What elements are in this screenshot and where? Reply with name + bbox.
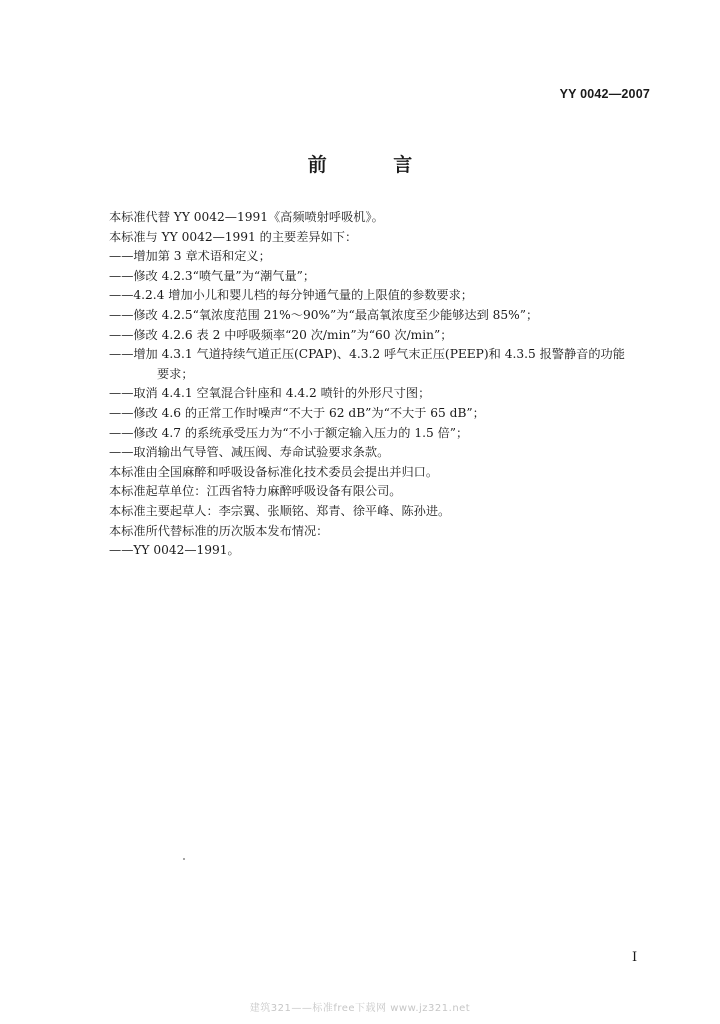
paragraph-line: 本标准所代替标准的历次版本发布情况： — [109, 523, 329, 538]
paragraph-line: ——修改 4.2.5“氧浓度范围 21%～90%”为“最高氧浓度至少能够达到 85%”； — [109, 307, 539, 322]
paragraph-line: ——修改 4.7 的系统承受压力为“不小于额定输入压力的 1.5 倍”； — [109, 425, 469, 440]
paragraph-line: ——增加 4.3.1 气道持续气道正压(CPAP)、4.3.2 呼气末正压(PEEP)和 4.3.5 报警静音的功能 — [109, 347, 625, 362]
paragraph-line: ——增加第 3 章术语和定义； — [109, 249, 271, 264]
scan-speck — [183, 858, 185, 860]
page-title: 前 言 — [307, 154, 443, 176]
paragraph-line: 本标准由全国麻醉和呼吸设备标准化技术委员会提出并归口。 — [109, 464, 439, 479]
document-body — [109, 208, 654, 561]
paragraph-line: ——YY 0042—1991。 — [109, 543, 240, 558]
paragraph-line: 本标准起草单位：江西省特力麻醉呼吸设备有限公司。 — [109, 484, 402, 499]
paragraph-line: ——修改 4.2.6 表 2 中呼吸频率“20 次/min”为“60 次/min”； — [109, 327, 453, 342]
paragraph-line: 本标准主要起草人：李宗翼、张顺铭、郑青、徐平峰、陈孙进。 — [109, 503, 451, 518]
paragraph-line: ——修改 4.2.3“喷气量”为“潮气量”； — [109, 268, 316, 283]
watermark-text: 建筑321——标准free下载网 www.jz321.net — [249, 1003, 471, 1014]
paragraph-continuation: 要求； — [157, 366, 194, 381]
paragraph-line: ——修改 4.6 的正常工作时噪声“不大于 62 dB”为“不大于 65 dB”； — [109, 405, 485, 420]
standard-code: YY 0042—2007 — [559, 87, 650, 101]
paragraph-line: ——4.2.4 增加小儿和婴儿档的每分钟通气量的上限值的参数要求； — [109, 288, 473, 303]
paragraph-line: ——取消 4.4.1 空氧混合针座和 4.4.2 喷针的外形尺寸图； — [109, 386, 431, 401]
paragraph-line: 本标准与 YY 0042—1991 的主要差异如下： — [109, 229, 358, 244]
paragraph-line: 本标准代替 YY 0042—1991《高频喷射呼吸机》。 — [109, 210, 384, 224]
page-number: I — [632, 950, 638, 965]
paragraph-line: ——取消输出气导管、减压阀、寿命试验要求条款。 — [109, 445, 390, 460]
